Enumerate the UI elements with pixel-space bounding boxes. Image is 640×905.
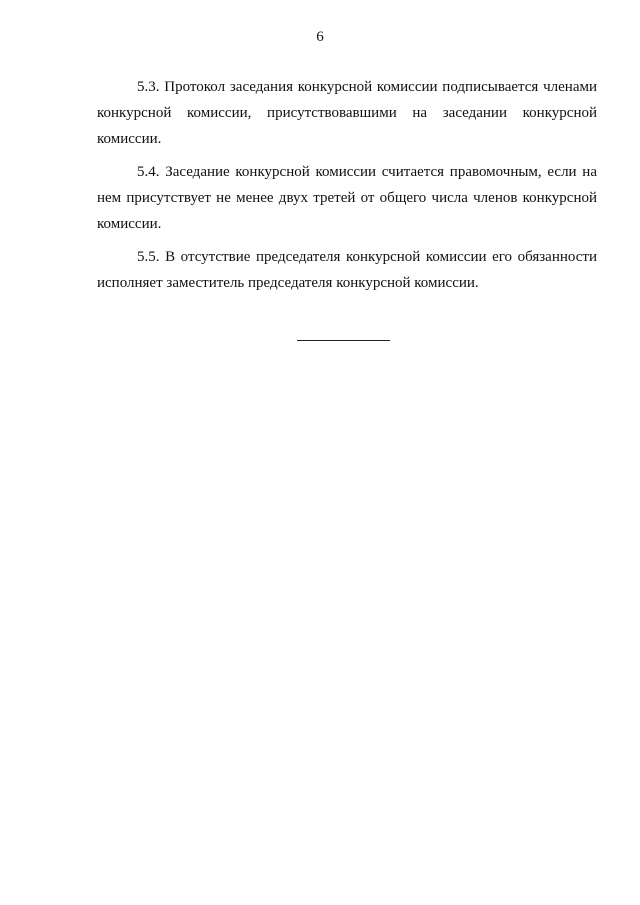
page-number: 6 — [316, 29, 324, 45]
paragraph-5-5: 5.5. В отсутствие председателя конкурсной комиссии его обязанности исполняет заместитель председателя конкурсной комиссии. — [97, 249, 597, 291]
paragraph-5-4: 5.4. Заседание конкурсной комиссии считается правомочным, если на нем присутствует не менее двух третей от общего числа членов конкурсной комиссии. — [97, 164, 597, 232]
end-of-document-rule — [297, 340, 390, 341]
document-body — [97, 74, 597, 303]
paragraph-5-3: 5.3. Протокол заседания конкурсной комиссии подписывается членами конкурсной комиссии, присутствовавшими на заседании конкурсной комиссии. — [97, 79, 597, 147]
